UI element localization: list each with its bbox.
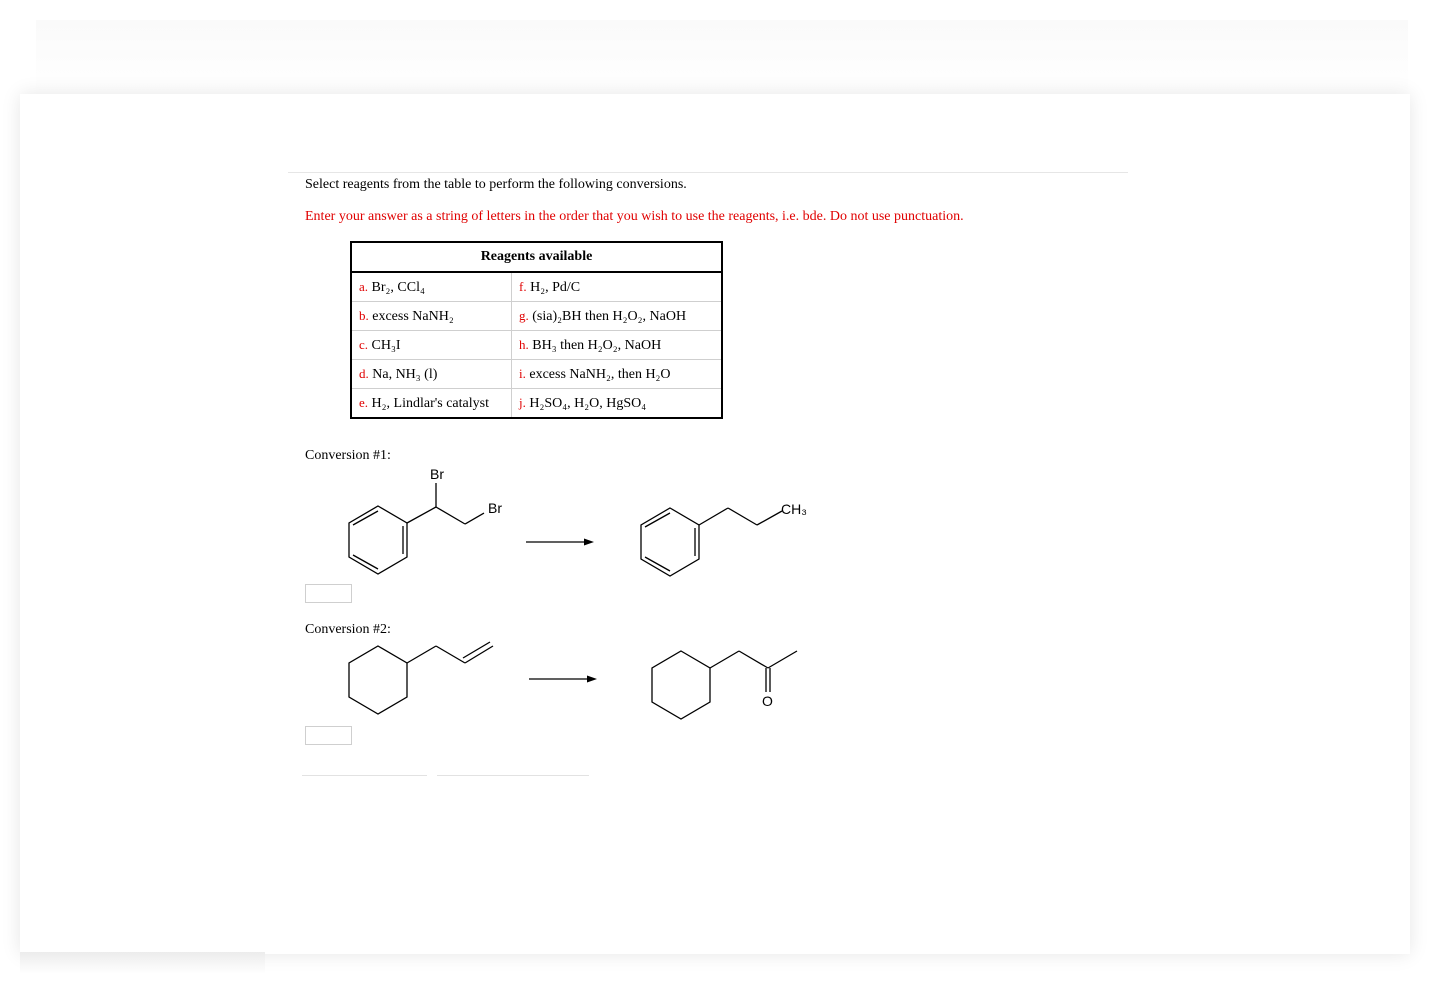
- instruction-text: Select reagents from the table to perform the following conversions.: [305, 177, 687, 192]
- reagent-d: [351, 360, 512, 389]
- reagent-letter: a.: [359, 278, 369, 294]
- table-row: [351, 272, 722, 302]
- reagent-f: [512, 272, 723, 302]
- reagent-letter: b.: [359, 307, 369, 323]
- reagent-text: CH₃I: [371, 337, 401, 353]
- reagent-a: [351, 272, 512, 302]
- reagent-e: [351, 389, 512, 419]
- bottom-shade: [20, 952, 265, 974]
- reagent-text: excess NaNH₂, then H₂O: [529, 366, 671, 382]
- conversion-2-label: Conversion #2:: [305, 622, 391, 637]
- reagent-letter: g.: [519, 307, 529, 323]
- oxygen-label: O: [762, 693, 773, 709]
- reagent-text: BH₃ then H₂O₂, NaOH: [532, 337, 662, 353]
- reagent-letter: c.: [359, 336, 369, 352]
- conversion-2-answer-input[interactable]: [305, 726, 352, 745]
- reagent-c: [351, 331, 512, 360]
- reagent-letter: f.: [519, 278, 527, 294]
- reagent-letter: e.: [359, 394, 369, 410]
- conversion-1-answer-input[interactable]: [305, 584, 352, 603]
- methyl-label: CH₃: [781, 501, 807, 517]
- reagent-b: [351, 302, 512, 331]
- reagents-table: [350, 241, 723, 419]
- table-row: [351, 302, 722, 331]
- reagent-text: (sia)₂BH then H₂O₂, NaOH: [532, 308, 687, 324]
- top-fade: [36, 20, 1408, 96]
- reagent-letter: i.: [519, 365, 526, 381]
- reagent-text: Br₂, CCl₄: [371, 279, 425, 295]
- reagent-i: [512, 360, 723, 389]
- bromine-label-right: Br: [488, 500, 502, 516]
- bromine-label-top: Br: [430, 466, 444, 482]
- top-divider: [288, 172, 1128, 173]
- table-row: [351, 389, 722, 419]
- reagent-text: H₂, Pd/C: [530, 279, 581, 295]
- footer-divider-left: [302, 775, 427, 776]
- answer-format-instruction: Enter your answer as a string of letters in the order that you wish to use the reagents, i.e. bde. Do not use punctuation.: [305, 209, 964, 224]
- reagent-letter: j.: [519, 394, 526, 410]
- conversion-1-label: Conversion #1:: [305, 448, 391, 463]
- reagents-table-header: Reagents available: [351, 242, 722, 272]
- table-row: [351, 360, 722, 389]
- reagent-text: Na, NH₃ (l): [372, 366, 438, 382]
- reagent-j: [512, 389, 723, 419]
- reagent-g: [512, 302, 723, 331]
- reagent-letter: d.: [359, 365, 369, 381]
- reagent-letter: h.: [519, 336, 529, 352]
- reagent-text: excess NaNH₂: [372, 308, 454, 324]
- reagent-text: H₂SO₄, H₂O, HgSO₄: [529, 395, 647, 411]
- table-row: [351, 331, 722, 360]
- footer-divider-right: [437, 775, 589, 776]
- reagent-h: [512, 331, 723, 360]
- reagent-text: H₂, Lindlar's catalyst: [371, 395, 489, 411]
